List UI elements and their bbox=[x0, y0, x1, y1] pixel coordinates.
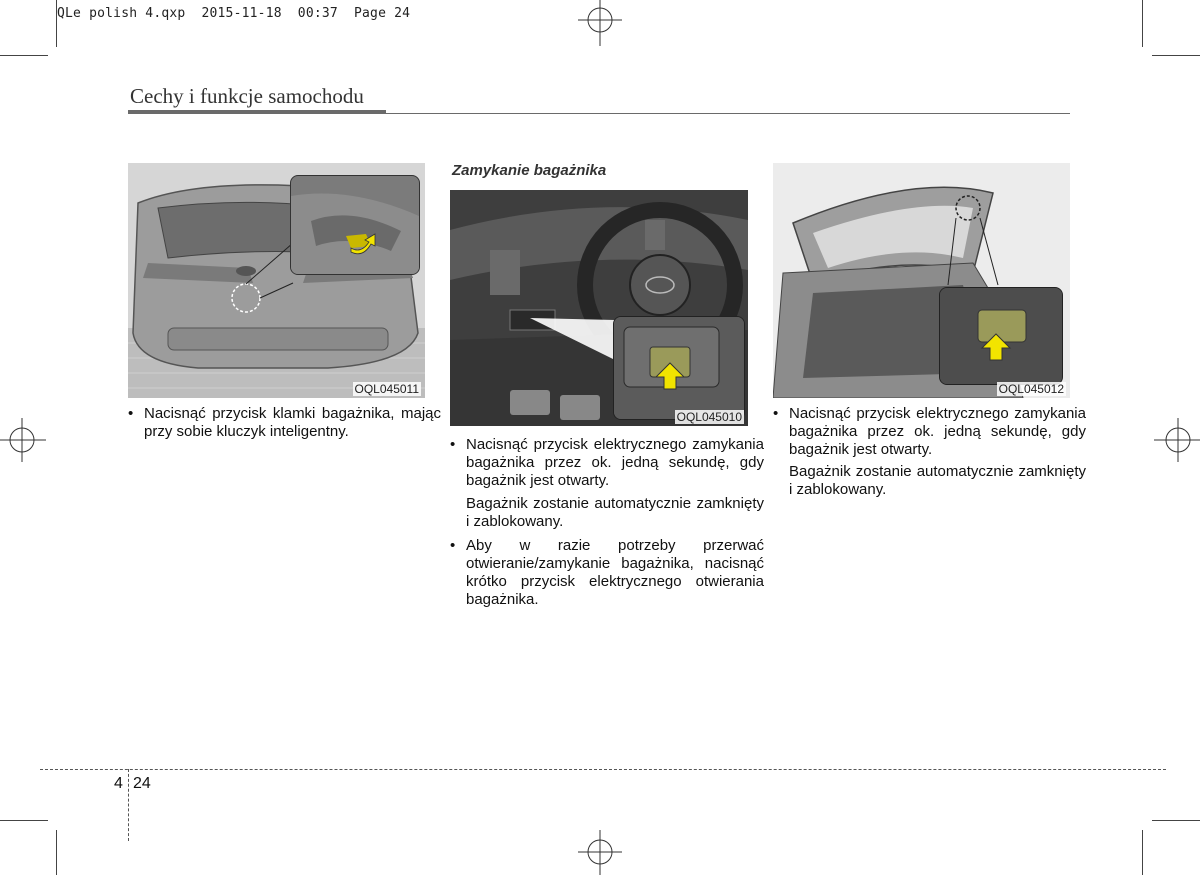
col2-bullet-1: • Nacisnąć przycisk elektrycznego zamykania bagażnika przez ok. jedną sekundę, gdy bagażnik jest otwarty. bbox=[450, 436, 764, 490]
footer-divider bbox=[128, 769, 129, 841]
col3-bullet-1: • Nacisnąć przycisk elektrycznego zamykania bagażnika przez ok. jedną sekundę, gdy bagażnik jest otwarty. bbox=[773, 405, 1086, 459]
col2-note-1: Bagażnik zostanie automatycznie zamknięty i zablokowany. bbox=[466, 495, 764, 530]
registration-mark-bottom bbox=[572, 830, 628, 875]
page-number: 24 bbox=[133, 775, 151, 792]
registration-mark-left bbox=[0, 412, 46, 468]
print-slug: QLe polish 4.qxp 2015-11-18 00:37 Page 24 bbox=[57, 6, 411, 21]
handle-inset bbox=[290, 175, 420, 275]
figure-tailgate-button bbox=[773, 163, 1070, 398]
col2-bullet-2: • Aby w razie potrzeby przerwać otwieranie/zamykanie bagażnika, nacisnąć krótko przycisk elektrycznego otwierania bagażnika. bbox=[450, 537, 764, 609]
figure-code: OQL045012 bbox=[998, 382, 1064, 396]
figure-rear-handle bbox=[128, 163, 425, 398]
tailgate-button-inset bbox=[939, 287, 1063, 385]
section-title: Cechy i funkcje samochodu bbox=[130, 84, 364, 108]
title-underline-thick bbox=[128, 110, 386, 114]
chapter-number: 4 bbox=[114, 775, 123, 792]
col1-bullet-1: • Nacisnąć przycisk klamki bagażnika, mając przy sobie kluczyk inteligentny. bbox=[128, 405, 441, 441]
figure-code: OQL045010 bbox=[676, 410, 742, 424]
subheading: Zamykanie bagażnika bbox=[452, 162, 607, 179]
footer-rule bbox=[40, 769, 1166, 770]
registration-mark-right bbox=[1154, 412, 1200, 468]
figure-dashboard-button bbox=[450, 190, 748, 426]
button-inset bbox=[613, 316, 745, 420]
title-underline-thin bbox=[386, 113, 1070, 114]
registration-mark-top bbox=[572, 0, 628, 46]
col3-note-1: Bagażnik zostanie automatycznie zamknięty i zablokowany. bbox=[789, 463, 1086, 498]
figure-code: OQL045011 bbox=[354, 382, 419, 396]
